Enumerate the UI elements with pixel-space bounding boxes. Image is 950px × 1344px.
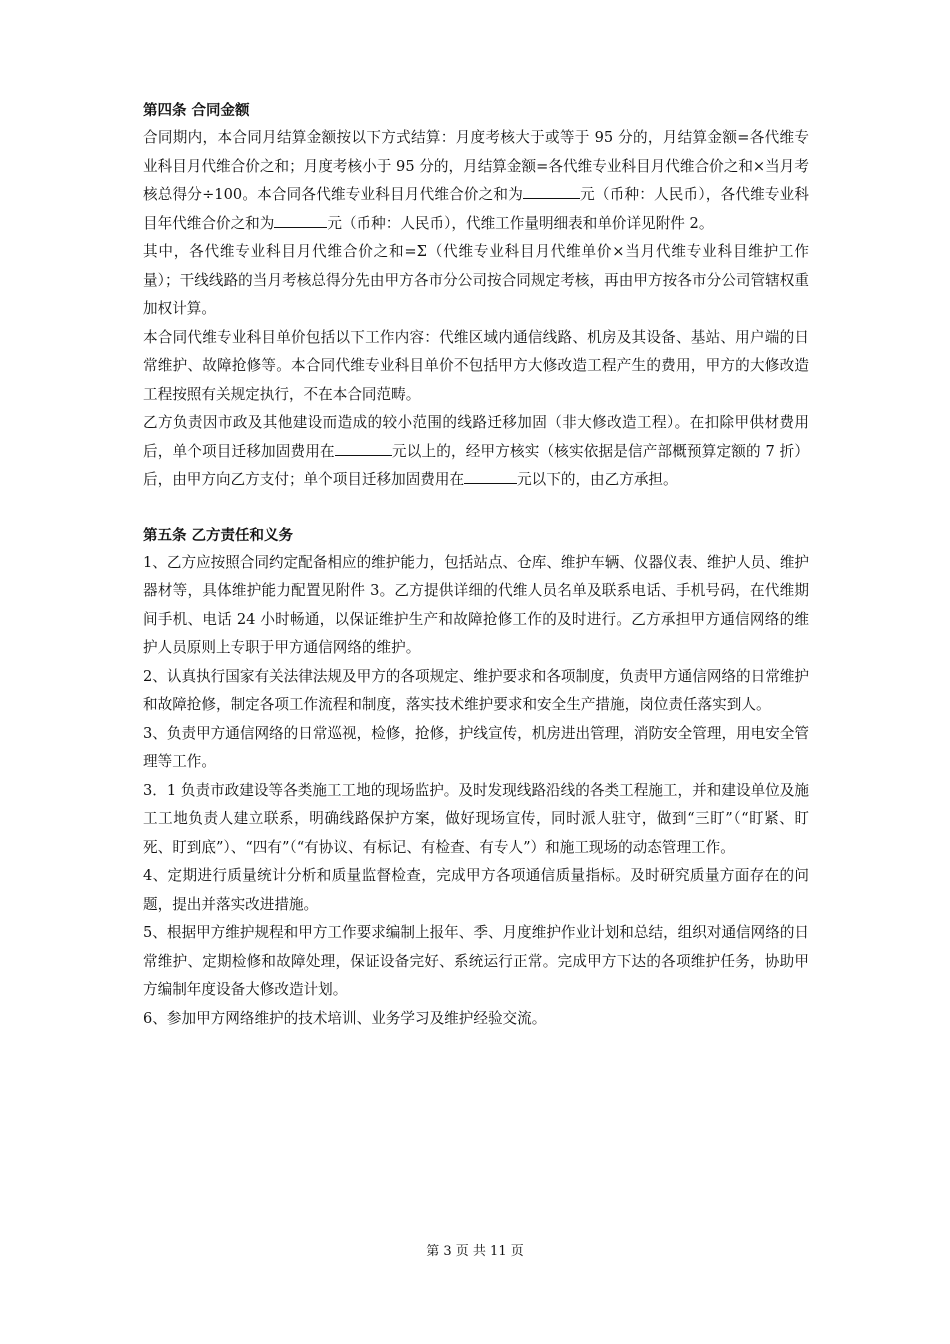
amount-blank-monthly <box>523 182 580 199</box>
page-content <box>143 98 809 1033</box>
section-4-p1-text-b: 元（币种：人民币），各代维专业科目年代维合价之和为 <box>143 186 810 232</box>
amount-blank-threshold-lower <box>464 467 517 484</box>
amount-blank-threshold-upper <box>335 439 392 456</box>
section-5-item-2: 2、认真执行国家有关法律法规及甲方的各项规定、维护要求和各项制度，负责甲方通信网络的日常维护和故障抢修，制定各项工作流程和制度，落实技术维护要求和安全生产措施，岗位责任落实到人。 <box>143 667 810 713</box>
section-gap <box>143 495 809 523</box>
section-4-p1-text-c: 元（币种：人民币），代维工作量明细表和单价详见附件 2。 <box>327 214 714 232</box>
section-4-p4-text-a: 乙方负责因市政及其他建设而造成的较小范围的线路迁移加固（非大修改造工程）。在扣除甲供材费用后，单个项目迁移加固费用在 <box>143 414 809 460</box>
section-5-item-1: 1、乙方应按照合同约定配备相应的维护能力，包括站点、仓库、维护车辆、仪器仪表、维护人员、维护器材等，具体维护能力配置见附件 3。乙方提供详细的代维人员名单及联系电话、手机号码，在代维期间手机、电话 24 小时畅通，以保证维护生产和故障抢修工作的及时进行。乙方承担甲方通信网络的维护人员原则上专职于甲方通信网络的维护。 <box>143 553 810 656</box>
page-number-footer: 第 3 页 共 11 页 <box>426 1244 524 1259</box>
section-5-title: 第五条 乙方责任和义务 <box>143 527 294 544</box>
section-5-item-4: 4、定期进行质量统计分析和质量监督检查，完成甲方各项通信质量指标。及时研究质量方面存在的问题，提出并落实改进措施。 <box>143 867 809 913</box>
section-4-paragraph-3: 本合同代维专业科目单价包括以下工作内容：代维区域内通信线路、机房及其设备、基站、用户端的日常维护、故障抢修等。本合同代维专业科目单价不包括甲方大修改造工程产生的费用，甲方的大修改造工程按照有关规定执行，不在本合同范畴。 <box>143 328 809 403</box>
section-4-p4-text-c: 元以下的，由乙方承担。 <box>517 471 678 488</box>
section-4-paragraph-2: 其中，各代维专业科目月代维合价之和=Σ（代维专业科目月代维单价×当月代维专业科目维护工作量）；干线线路的当月考核总得分先由甲方各市分公司按合同规定考核，再由甲方按各市分公司管辖权重加权计算。 <box>143 243 809 317</box>
section-4-paragraph-1 <box>143 124 809 238</box>
amount-blank-yearly <box>274 211 327 228</box>
section-4-title: 第四条 合同金额 <box>143 103 250 119</box>
section-5-item-3: 3、负责甲方通信网络的日常巡视，检修，抢修，护线宣传，机房进出管理，消防安全管理，用电安全管理等工作。 <box>143 724 810 770</box>
section-4-paragraph-4 <box>143 409 809 495</box>
section-5-item-5: 5、根据甲方维护规程和甲方工作要求编制上报年、季、月度维护作业计划和总结，组织对通信网络的日常维护、定期检修和故障处理，保证设备完好、系统运行正常。完成甲方下达的各项维护任务，协助甲方编制年度设备大修改造计划。 <box>143 924 810 998</box>
section-5-item-6: 6、参加甲方网络维护的技术培训、业务学习及维护经验交流。 <box>143 1009 547 1027</box>
section-4-p1-text-a: 合同期内，本合同月结算金额按以下方式结算：月度考核大于或等于 95 分的，月结算金额=各代维专业科目月代维合价之和；月度考核小于 95 分的，月结算金额=各代维专业科目月代维合价之和×当月考核总得分÷100。本合同各代维专业科目月代维合价之和为 <box>143 129 809 203</box>
section-5-item-3-1: 3．1 负责市政建设等各类施工工地的现场监护。及时发现线路沿线的各类工程施工，并和建设单位及施工工地负责人建立联系，明确线路保护方案，做好现场宣传，同时派人驻守，做到“三盯”（“盯紧、盯死、盯到底”）、“四有”（“有协议、有标记、有检查、有专人”）和施工现场的动态管理工作。 <box>143 781 809 856</box>
section-4-p4-text-b: 元以上的，经甲方核实（核实依据是信产部概预算定额的 7 折）后，由甲方向乙方支付；单个项目迁移加固费用在 <box>143 442 809 488</box>
